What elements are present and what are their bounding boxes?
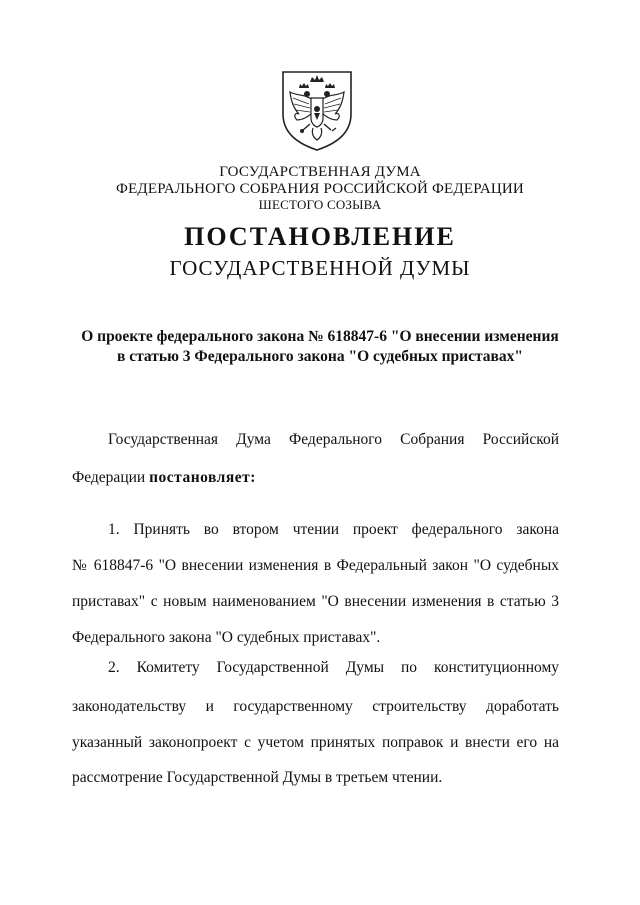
subject-line: в статью 3 Федерального закона "О судебных приставах" bbox=[116, 348, 523, 365]
paragraph-line: Федерального закона "О судебных приставах". bbox=[72, 629, 381, 646]
preamble-line bbox=[72, 468, 559, 488]
preamble-line: Государственная Дума Федерального Собрания Российской bbox=[108, 431, 559, 448]
org-subtitle: ФЕДЕРАЛЬНОГО СОБРАНИЯ РОССИЙСКОЙ ФЕДЕРАЦИИ bbox=[116, 181, 524, 197]
document-issuer: ГОСУДАРСТВЕННОЙ ДУМЫ bbox=[169, 256, 471, 280]
paragraph-line: законодательству и государственному строительству доработать bbox=[72, 698, 559, 715]
document-type-title: ПОСТАНОВЛЕНИЕ bbox=[184, 222, 456, 251]
paragraph-line: рассмотрение Государственной Думы в третьем чтении. bbox=[72, 769, 443, 786]
russian-coat-of-arms-icon bbox=[277, 68, 357, 152]
paragraph-line: указанный законопроект с учетом принятых поправок и внести его на bbox=[72, 734, 559, 751]
org-title: ГОСУДАРСТВЕННАЯ ДУМА bbox=[219, 164, 421, 180]
paragraph-line: 1. Принять во втором чтении проект федерального закона bbox=[108, 521, 559, 538]
convocation-label: ШЕСТОГО СОЗЫВА bbox=[258, 197, 382, 212]
paragraph-line: 2. Комитету Государственной Думы по конституционному bbox=[108, 659, 559, 676]
subject-line: О проекте федерального закона № 618847-6 "О внесении изменения bbox=[81, 328, 559, 345]
preamble-text: Федерации bbox=[72, 469, 150, 486]
paragraph-line: приставах" с новым наименованием "О внесении изменения в статью 3 bbox=[72, 593, 559, 610]
paragraph-line: № 618847-6 "О внесении изменения в Федеральный закон "О судебных bbox=[72, 557, 559, 574]
resolves-keyword: постановляет: bbox=[149, 469, 256, 486]
